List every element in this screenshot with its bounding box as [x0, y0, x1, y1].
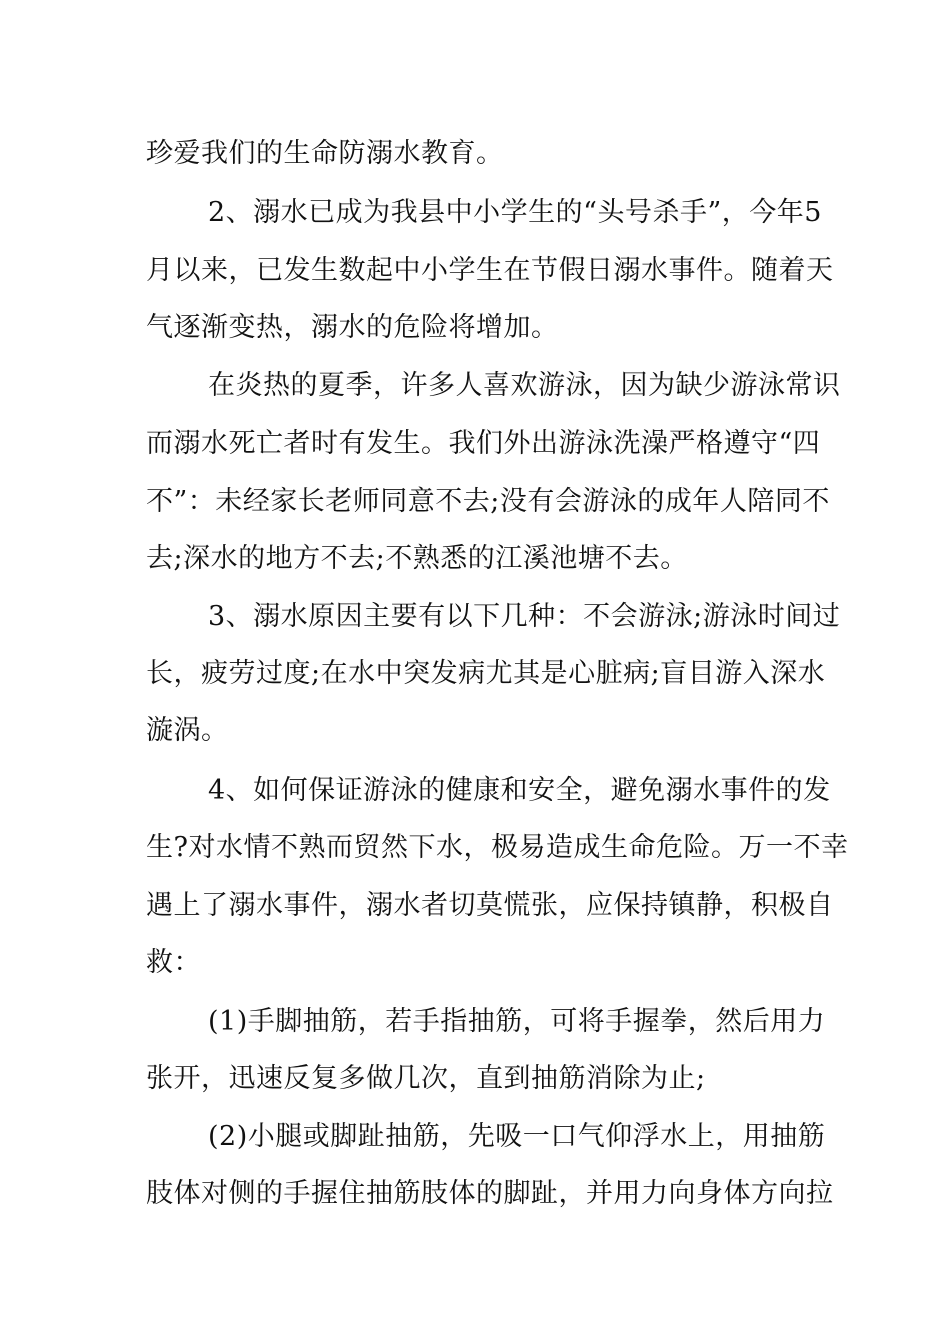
text-line: 肢体对侧的手握住抽筋肢体的脚趾，并用力向身体方向拉 — [146, 1178, 834, 1209]
text-line: 在炎热的夏季，许多人喜欢游泳，因为缺少游泳常识 — [208, 370, 841, 401]
text-line: (1)手脚抽筋，若手指抽筋，可将手握拳，然后用力 — [208, 1006, 826, 1037]
text-line: 气逐渐变热，溺水的危险将增加。 — [146, 312, 559, 343]
text-line: (2)小腿或脚趾抽筋，先吸一口气仰浮水上，用抽筋 — [208, 1121, 826, 1152]
text-line: 3、溺水原因主要有以下几种：不会游泳;游泳时间过 — [208, 601, 841, 632]
text-line: 生?对水情不熟而贸然下水，极易造成生命危险。万一不幸 — [146, 832, 849, 863]
text-line: 珍爱我们的生命防溺水教育。 — [146, 138, 504, 169]
text-line: 去;深水的地方不去;不熟悉的江溪池塘不去。 — [146, 543, 688, 574]
text-line: 遇上了溺水事件，溺水者切莫慌张，应保持镇静，积极自 — [146, 890, 834, 921]
text-line: 长，疲劳过度;在水中突发病尤其是心脏病;盲目游入深水 — [146, 658, 826, 689]
text-line: 4、如何保证游泳的健康和安全，避免溺水事件的发 — [208, 775, 831, 806]
text-line: 月以来，已发生数起中小学生在节假日溺水事件。随着天 — [146, 255, 834, 286]
text-line: 张开，迅速反复多做几次，直到抽筋消除为止; — [146, 1063, 706, 1094]
text-line: 救： — [146, 947, 201, 978]
text-line: 2、溺水已成为我县中小学生的“头号杀手”，今年5 — [208, 197, 822, 228]
text-line: 而溺水死亡者时有发生。我们外出游泳洗澡严格遵守“四 — [146, 428, 821, 459]
text-line: 不”：未经家长老师同意不去;没有会游泳的成年人陪同不 — [146, 486, 830, 517]
text-line: 漩涡。 — [146, 715, 229, 746]
